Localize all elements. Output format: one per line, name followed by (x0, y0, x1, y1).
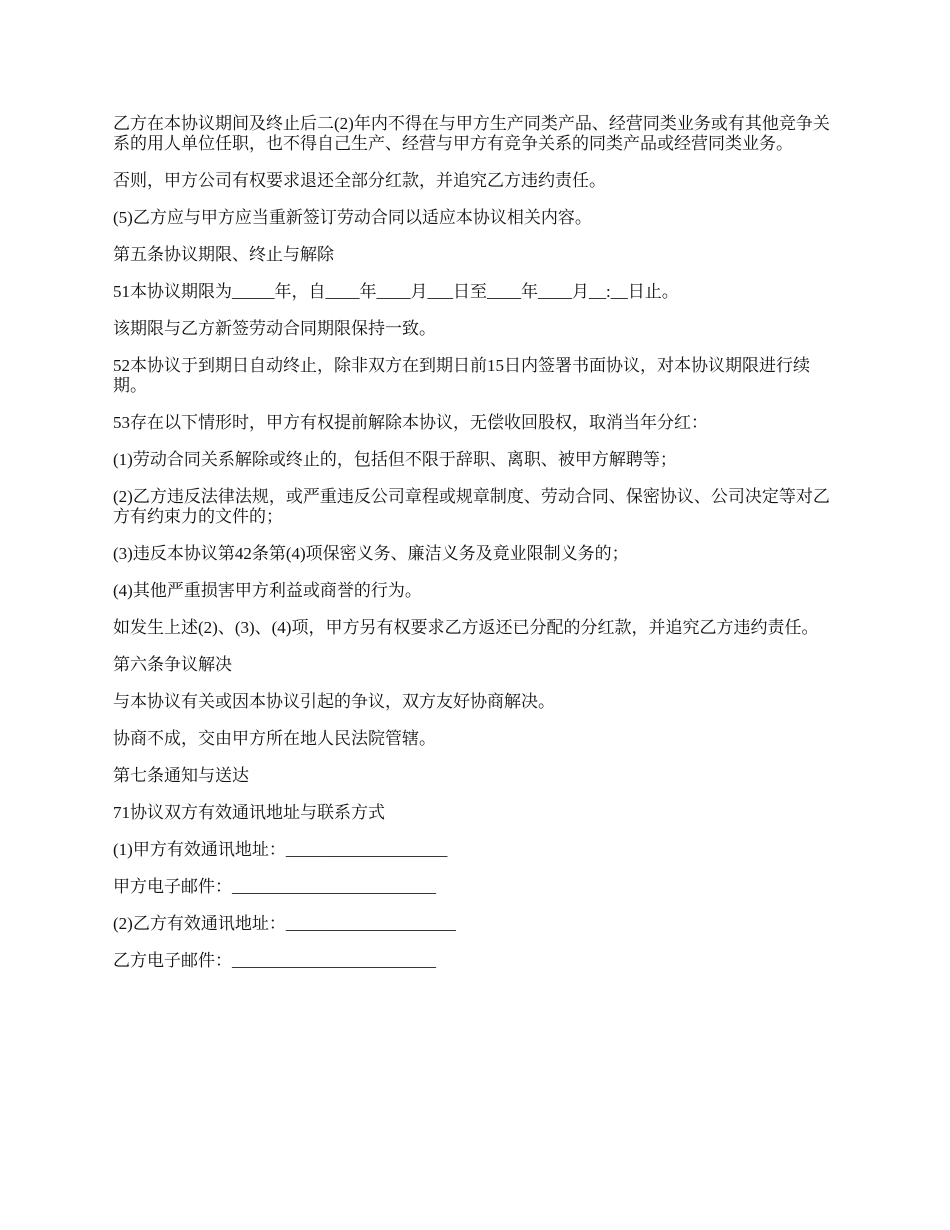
clause-paragraph: 该期限与乙方新签劳动合同期限保持一致。 (113, 319, 436, 338)
clause-paragraph: 与本协议有关或因本协议引起的争议，双方友好协商解决。 (113, 692, 555, 711)
clause-paragraph: 协商不成，交由甲方所在地人民法院管辖。 (113, 729, 436, 748)
clause-paragraph: 52本协议于到期日自动终止，除非双方在到期日前15日内签署书面协议，对本协议期限进行续期。 (113, 356, 810, 395)
contact-field-line: 乙方电子邮件：________________________ (113, 951, 436, 970)
clause-paragraph: (1)劳动合同关系解除或终止的，包括但不限于辞职、离职、被甲方解聘等； (113, 450, 677, 469)
contact-field-line: (1)甲方有效通讯地址：___________________ (113, 840, 448, 859)
clause-paragraph: (2)乙方违反法律法规，或严重违反公司章程或规章制度、劳动合同、保密协议、公司决定等对乙方有约束力的文件的； (113, 487, 830, 526)
clause-paragraph: 51本协议期限为_____年，自____年____月___日至____年____月__:__日止。 (113, 282, 679, 301)
clause-paragraph: (3)违反本协议第42条第(4)项保密义务、廉洁义务及竟业限制义务的； (113, 544, 629, 563)
clause-paragraph: 否则，甲方公司有权要求退还全部分红款，并追究乙方违约责任。 (113, 171, 606, 190)
clause-paragraph: (5)乙方应与甲方应当重新签订劳动合同以适应本协议相关内容。 (113, 208, 592, 227)
section-heading: 第七条通知与送达 (113, 766, 249, 785)
section-heading: 第五条协议期限、终止与解除 (113, 245, 334, 264)
clause-paragraph: 53存在以下情形时，甲方有权提前解除本协议，无偿收回股权，取消当年分红： (113, 413, 708, 432)
section-heading: 第六条争议解决 (113, 655, 232, 674)
clause-paragraph: 71协议双方有效通讯地址与联系方式 (113, 803, 385, 822)
contact-field-line: (2)乙方有效通讯地址：____________________ (113, 914, 456, 933)
contact-field-line: 甲方电子邮件：________________________ (113, 877, 436, 896)
clause-paragraph: 如发生上述(2)、(3)、(4)项，甲方另有权要求乙方返还已分配的分红款，并追究乙方违约责任。 (113, 618, 819, 637)
document-body (113, 114, 841, 988)
clause-paragraph: (4)其他严重损害甲方利益或商誉的行为。 (113, 581, 422, 600)
clause-paragraph: 乙方在本协议期间及终止后二(2)年内不得在与甲方生产同类产品、经营同类业务或有其他竞争关系的用人单位任职，也不得自己生产、经营与甲方有竞争关系的同类产品或经营同类业务。 (113, 114, 830, 153)
